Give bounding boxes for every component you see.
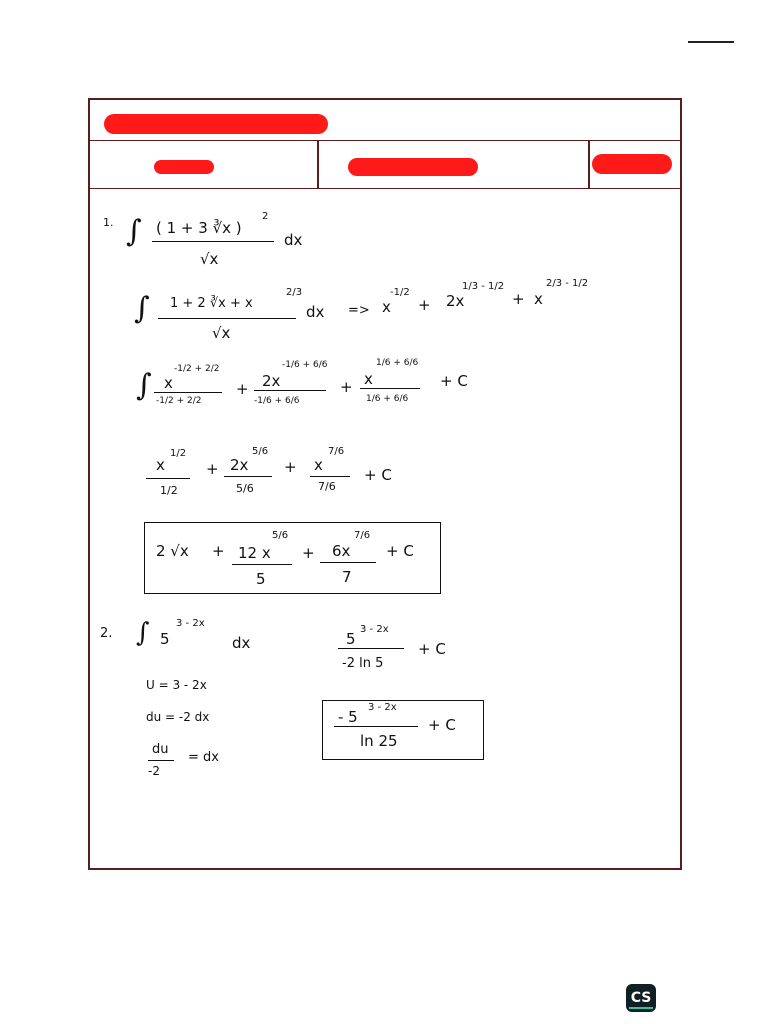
p1-l2-term1: x [382, 298, 391, 316]
p1-l3-plus-c: + C [440, 372, 468, 390]
p1-l4-t1-den: 1/2 [160, 484, 178, 497]
redacted-date [592, 154, 672, 174]
p2-result-num-power: 3 - 2x [360, 624, 389, 635]
p1-answer-t2-num: 12 x [238, 544, 271, 562]
p1-l2-numerator-power: 2/3 [286, 287, 303, 298]
implies-arrow: => [348, 303, 370, 318]
p1-l3-t1-num: x [164, 374, 173, 392]
p1-l3-t1-bar [154, 392, 222, 393]
p1-l3-t2-bar [254, 390, 326, 391]
p1-l1-fraction-bar [152, 241, 274, 242]
p2-frac-den: -2 [148, 764, 160, 778]
p1-answer-t1: 2 √x [156, 542, 189, 560]
header-divider-1 [317, 140, 319, 188]
p1-l2-term1-power: -1/2 [390, 287, 410, 298]
p1-l4-t3-den: 7/6 [318, 480, 336, 493]
p1-l3-plus2: + [340, 378, 353, 396]
redacted-title [104, 114, 328, 134]
integral-sign: ∫ [136, 368, 152, 403]
p1-l4-plus-c: + C [364, 466, 392, 484]
camscanner-logo-icon: CS [626, 984, 656, 1012]
p2-result-bar [338, 648, 404, 649]
integral-sign: ∫ [126, 214, 142, 249]
p1-l4-plus1: + [206, 460, 219, 478]
p1-l4-t1-num-power: 1/2 [170, 448, 187, 459]
p1-l4-t3-num-power: 7/6 [328, 446, 345, 457]
p1-l2-term2: 2x [446, 292, 465, 310]
p2-power: 3 - 2x [176, 618, 205, 629]
p1-l4-t1-num: x [156, 456, 165, 474]
pen-dash-mark [688, 41, 734, 43]
p1-l2-term2-power: 1/3 - 1/2 [462, 281, 505, 292]
p2-answer-num: - 5 [338, 708, 358, 726]
p2-result-num: 5 [346, 630, 356, 648]
p1-l3-t1-den: -1/2 + 2/2 [156, 396, 202, 406]
p1-l3-t3-den: 1/6 + 6/6 [366, 394, 409, 404]
p1-answer-t2-num-power: 5/6 [272, 530, 289, 541]
p1-answer-t3-den: 7 [342, 568, 352, 586]
problem2-number: 2. [100, 626, 113, 641]
p1-l2-dx: dx [306, 303, 325, 321]
p1-l1-denominator: √x [200, 250, 219, 268]
p1-l3-t3-bar [360, 388, 420, 389]
p1-l4-plus2: + [284, 458, 297, 476]
p1-l1-numerator: ( 1 + 3 ∛x ) [156, 219, 242, 237]
p1-l4-t2-den: 5/6 [236, 482, 254, 495]
p1-l2-fraction-bar [158, 318, 296, 319]
integral-sign: ∫ [134, 291, 150, 326]
integral-sign: ∫ [136, 618, 150, 648]
p1-l2-denominator: √x [212, 324, 231, 342]
p2-answer-den: ln 25 [360, 732, 398, 750]
p1-l1-numerator-power: 2 [262, 211, 269, 222]
redacted-name [154, 160, 214, 174]
p2-result-den: -2 ln 5 [342, 656, 384, 671]
header-title-row [90, 100, 680, 141]
p1-answer-t3-bar [320, 562, 376, 563]
problem1-number: 1. [103, 216, 114, 229]
header-info-row [90, 140, 680, 189]
p1-l3-t2-num: 2x [262, 372, 281, 390]
p1-l3-t3-num-power: 1/6 + 6/6 [376, 358, 419, 368]
p2-frac-num: du [152, 742, 169, 757]
p2-base: 5 [160, 630, 170, 648]
p1-l4-t2-bar [224, 476, 272, 477]
p1-answer-t3-num-power: 7/6 [354, 530, 371, 541]
p2-dx: dx [232, 634, 251, 652]
p2-du-line: du = -2 dx [146, 710, 210, 724]
p1-l2-plus1: + [418, 296, 431, 314]
redacted-id [348, 158, 478, 176]
p2-u-substitution: U = 3 - 2x [146, 678, 207, 692]
p1-answer-plus1: + [212, 542, 225, 560]
p1-answer-t2-bar [232, 564, 292, 565]
p1-l4-t2-num: 2x [230, 456, 249, 474]
p2-frac-bar [148, 760, 174, 761]
p1-l3-t1-num-power: -1/2 + 2/2 [174, 364, 220, 374]
p1-l3-plus1: + [236, 380, 249, 398]
p1-l4-t3-num: x [314, 456, 323, 474]
p2-answer-bar [334, 726, 418, 727]
p1-answer-plus2: + [302, 544, 315, 562]
p1-l4-t1-bar [146, 478, 190, 479]
p1-l4-t3-bar [310, 476, 350, 477]
p2-frac-rest: = dx [188, 750, 219, 765]
p1-l3-t2-den: -1/6 + 6/6 [254, 396, 300, 406]
p1-answer-plus-c: + C [386, 542, 414, 560]
p1-l3-t2-num-power: -1/6 + 6/6 [282, 360, 328, 370]
p2-answer-plus-c: + C [428, 716, 456, 734]
header-divider-2 [588, 140, 590, 188]
p1-l3-t3-num: x [364, 370, 373, 388]
p1-l4-t2-num-power: 5/6 [252, 446, 269, 457]
p1-answer-t2-den: 5 [256, 570, 266, 588]
p2-answer-num-power: 3 - 2x [368, 702, 397, 713]
p1-l2-term3-power: 2/3 - 1/2 [546, 278, 589, 289]
p1-l2-plus2: + [512, 290, 525, 308]
p1-l2-term3: x [534, 290, 543, 308]
p1-answer-t3-num: 6x [332, 542, 351, 560]
p1-l1-dx: dx [284, 231, 303, 249]
p1-l2-numerator: 1 + 2 ∛x + x [170, 296, 253, 311]
p2-result-plus-c: + C [418, 640, 446, 658]
